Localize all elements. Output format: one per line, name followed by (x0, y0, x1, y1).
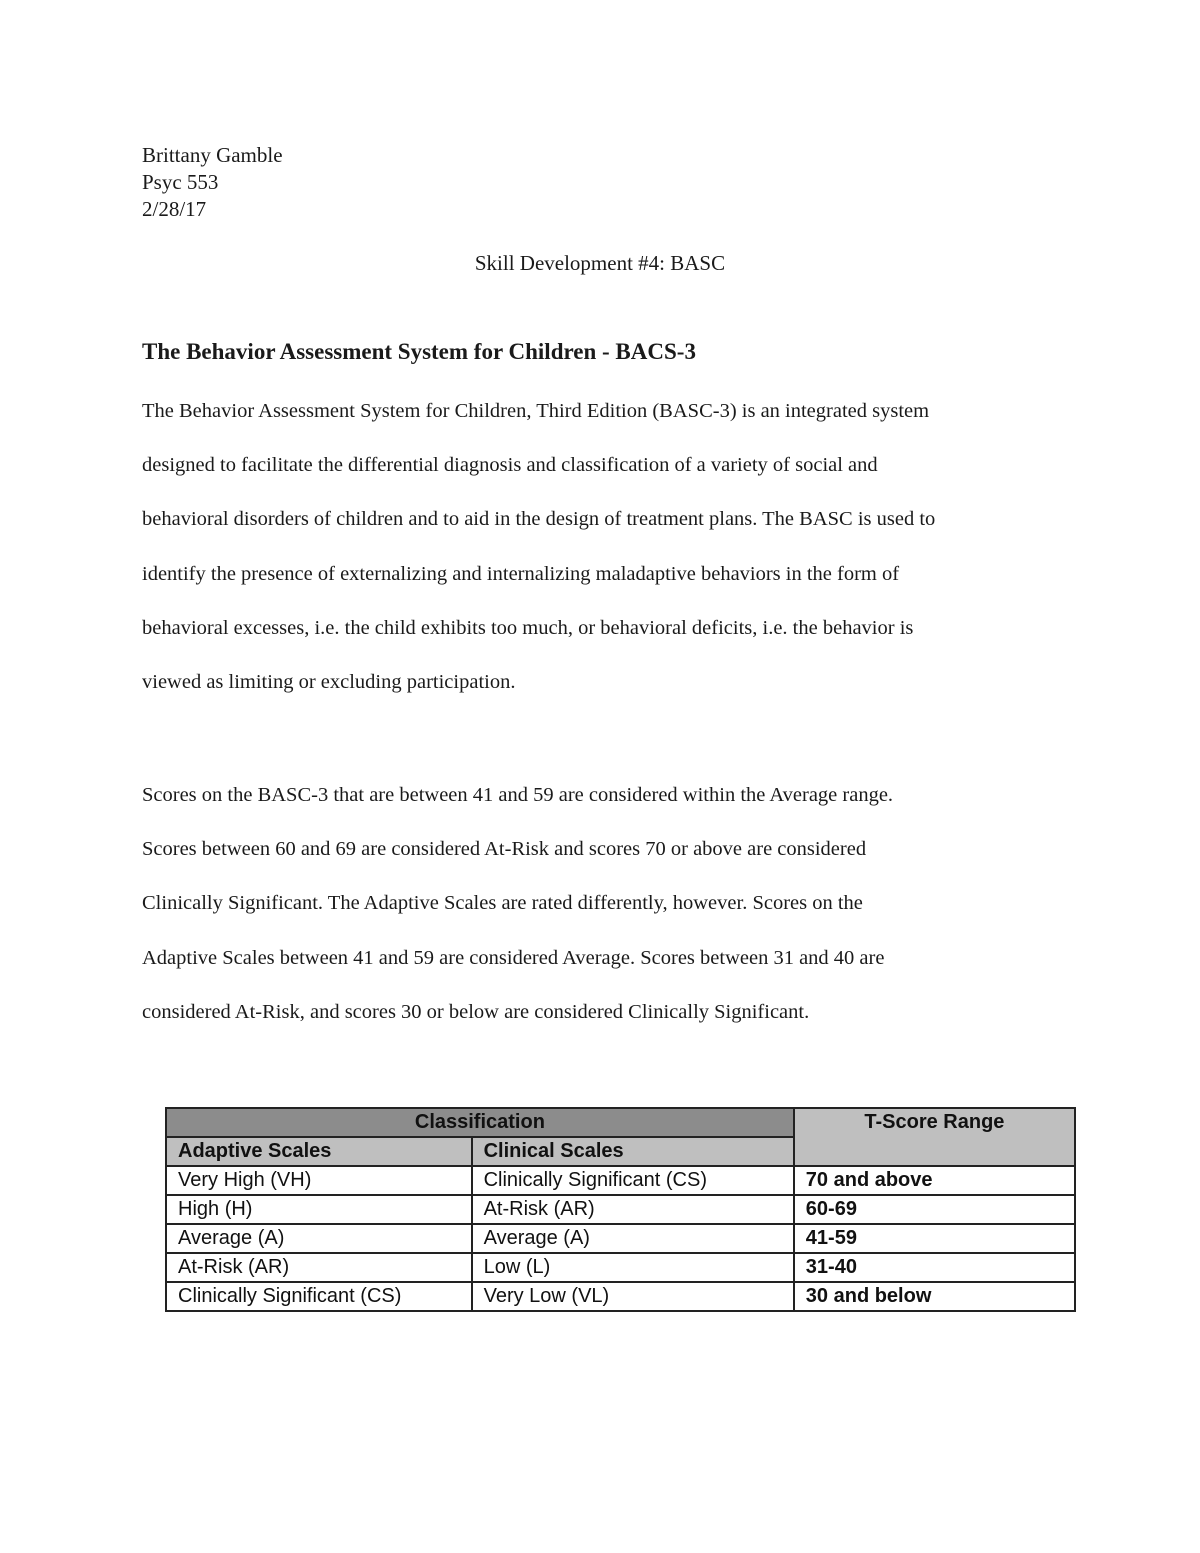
clinical-cell: Very Low (VL) (472, 1282, 794, 1311)
paragraph-line: Clinically Significant. The Adaptive Scales are rated differently, however. Scores on the (142, 892, 863, 915)
paragraph-line: designed to facilitate the differential diagnosis and classification of a variety of social and (142, 454, 878, 477)
adaptive-cell: Very High (VH) (166, 1166, 472, 1195)
tscore-cell: 41-59 (794, 1224, 1075, 1253)
adaptive-scales-header: Adaptive Scales (166, 1137, 472, 1166)
paragraph-line: identify the presence of externalizing and internalizing maladaptive behaviors in the form of (142, 562, 900, 585)
paragraph-line: behavioral disorders of children and to aid in the design of treatment plans. The BASC is used to (142, 508, 936, 531)
paragraph-line: considered At-Risk, and scores 30 or below are considered Clinically Significant. (142, 1000, 810, 1023)
paragraph-line: Scores between 60 and 69 are considered At-Risk and scores 70 or above are considered (142, 838, 867, 861)
table-row (166, 1253, 1075, 1282)
course-name: Psyc 553 (142, 170, 219, 194)
author-header (142, 142, 283, 223)
clinical-cell: Clinically Significant (CS) (472, 1166, 794, 1195)
clinical-cell: At-Risk (AR) (472, 1195, 794, 1224)
clinical-cell: Average (A) (472, 1224, 794, 1253)
paragraph-scores (142, 768, 1072, 1039)
paragraph-line: Scores on the BASC-3 that are between 41 and 59 are considered within the Average range. (142, 784, 894, 806)
paragraph-line: Adaptive Scales between 41 and 59 are considered Average. Scores between 31 and 40 are (142, 946, 885, 969)
paragraph-intro (142, 384, 1072, 709)
table-row (166, 1224, 1075, 1253)
adaptive-cell: Clinically Significant (CS) (166, 1282, 472, 1311)
paragraph-line: The Behavior Assessment System for Children, Third Edition (BASC-3) is an integrated system (142, 400, 930, 422)
clinical-cell: Low (L) (472, 1253, 794, 1282)
adaptive-cell: At-Risk (AR) (166, 1253, 472, 1282)
tscore-header: T-Score Range (794, 1108, 1075, 1166)
adaptive-cell: Average (A) (166, 1224, 472, 1253)
table-row (166, 1166, 1075, 1195)
paragraph-line: viewed as limiting or excluding participation. (142, 671, 516, 694)
section-heading: The Behavior Assessment System for Children - BACS-3 (142, 339, 696, 364)
tscore-cell: 60-69 (794, 1195, 1075, 1224)
classification-table (165, 1107, 1076, 1312)
tscore-cell: 70 and above (794, 1166, 1075, 1195)
document-date: 2/28/17 (142, 197, 207, 221)
author-name: Brittany Gamble (142, 143, 283, 167)
tscore-cell: 31-40 (794, 1253, 1075, 1282)
clinical-scales-header: Clinical Scales (472, 1137, 794, 1166)
adaptive-cell: High (H) (166, 1195, 472, 1224)
table-row (166, 1195, 1075, 1224)
table-row (166, 1282, 1075, 1311)
paragraph-line: behavioral excesses, i.e. the child exhibits too much, or behavioral deficits, i.e. the behavior is (142, 616, 914, 639)
document-title: Skill Development #4: BASC (474, 251, 726, 275)
classification-header: Classification (166, 1108, 794, 1137)
tscore-cell: 30 and below (794, 1282, 1075, 1311)
